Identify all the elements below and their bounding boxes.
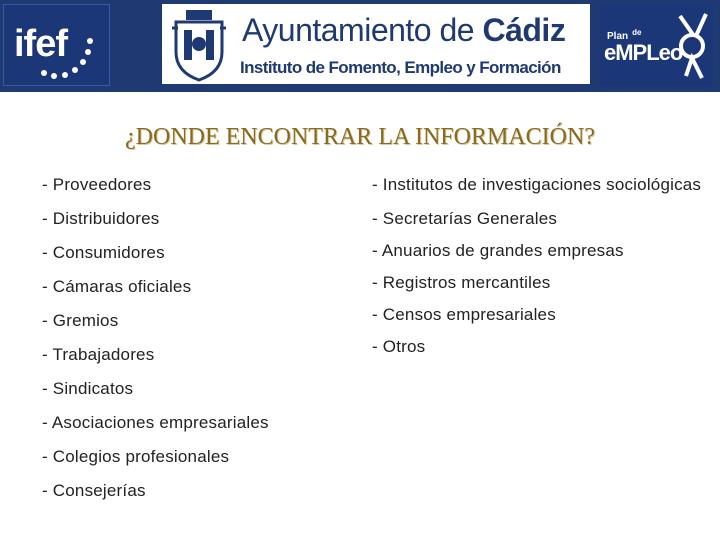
person-figure-icon — [672, 10, 712, 82]
ifef-dots-icon — [34, 19, 94, 79]
ayuntamiento-panel — [162, 4, 590, 84]
plan-label: Plan $^{de}$ — [607, 28, 642, 42]
list-item: - Consumidores — [42, 243, 165, 262]
list-item: - Gremios — [42, 311, 119, 330]
instituto-subtitle: Instituto de Fomento, Empleo y Formación — [240, 58, 561, 77]
list-item: - Asociaciones empresariales — [42, 413, 269, 432]
list-item: - Anuarios de grandes empresas — [372, 241, 624, 260]
ifef-logo — [3, 4, 110, 86]
header-banner — [0, 0, 720, 92]
list-item: - Secretarías Generales — [372, 209, 558, 228]
ifef-logo-text: ifef — [14, 23, 67, 65]
left-list — [42, 174, 352, 514]
list-item: - Trabajadores — [42, 345, 155, 364]
list-item: - Registros mercantiles — [372, 273, 551, 292]
list-item: - Censos empresariales — [372, 305, 556, 324]
plan-empleo-logo — [600, 4, 713, 86]
list-item: - Distribuidores — [42, 209, 160, 228]
ayuntamiento-title: Ayuntamiento de Cádiz — [242, 12, 566, 48]
list-item: - Cámaras oficiales — [42, 277, 192, 296]
right-list — [372, 174, 702, 368]
list-item: - Consejerías — [42, 481, 146, 500]
page-title: ¿DONDE ENCONTRAR LA INFORMACIÓN? — [125, 124, 595, 150]
empleo-label: eMPLeo — [604, 40, 683, 65]
list-item: - Institutos de investigaciones sociológicas — [372, 175, 702, 194]
list-item: - Otros — [372, 337, 426, 356]
list-item: - Sindicatos — [42, 379, 134, 398]
list-item: - Proveedores — [42, 175, 152, 194]
city-crest-icon — [170, 8, 228, 82]
list-item: - Colegios profesionales — [42, 447, 230, 466]
